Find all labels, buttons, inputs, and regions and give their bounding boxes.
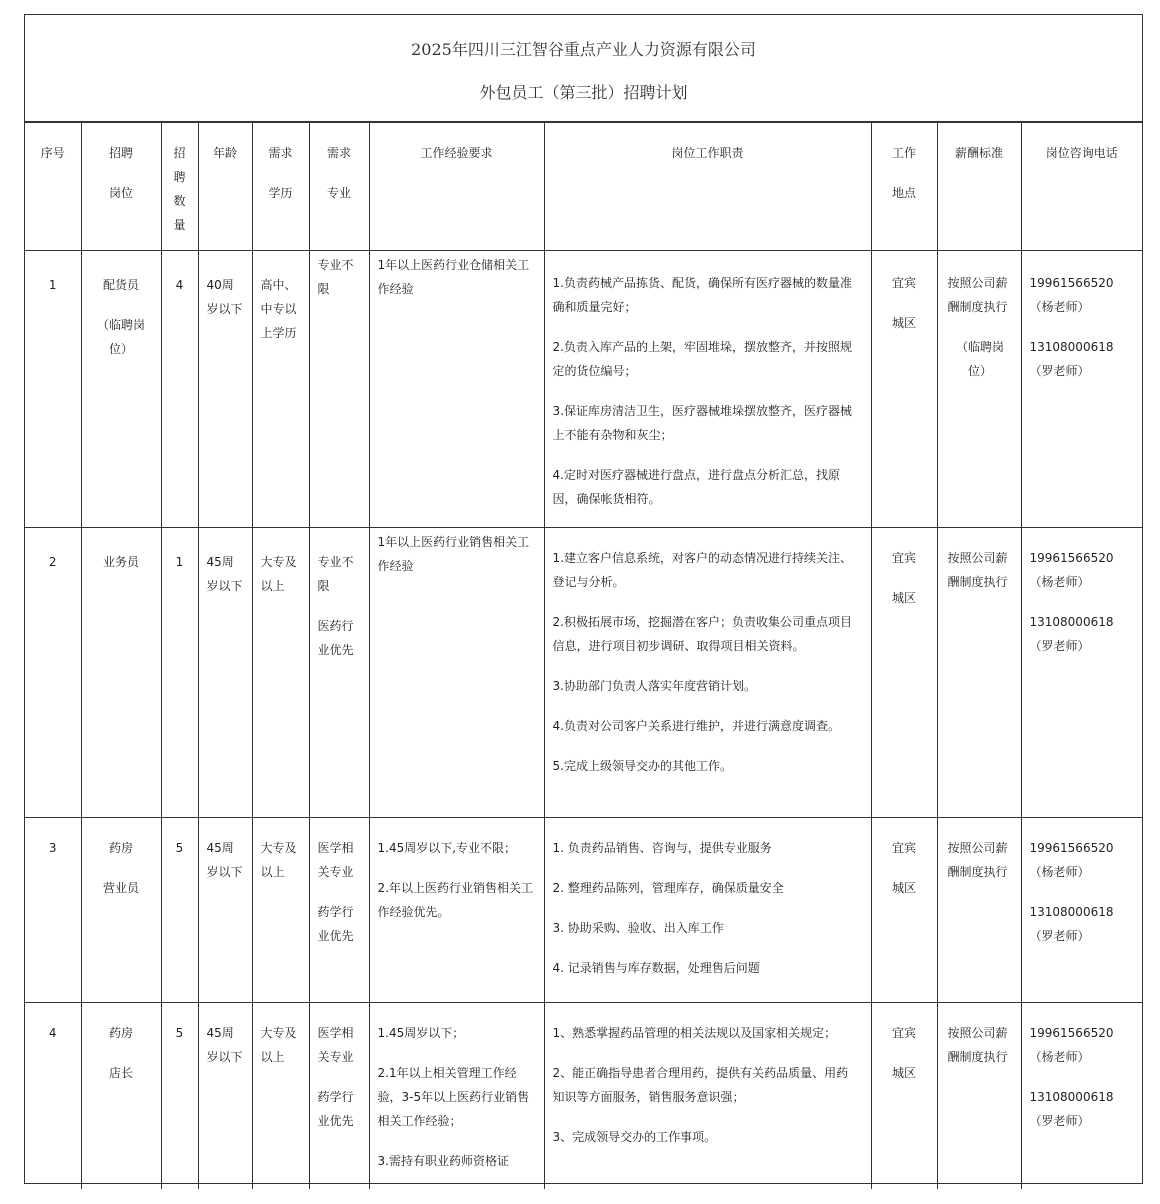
row-age: 45周岁以下 bbox=[198, 1003, 252, 1190]
row-salary bbox=[937, 528, 1021, 818]
row-salary bbox=[937, 251, 1021, 528]
duty-item: 3. 协助采购、验收、出入库工作 bbox=[552, 921, 724, 935]
header-count-text: 招聘数量 bbox=[173, 146, 186, 232]
header-count bbox=[161, 123, 198, 251]
row-phone bbox=[1021, 251, 1142, 528]
duty-item: 1.负责药械产品拣货、配货，确保所有医疗器械的数量准确和质量完好； bbox=[552, 276, 852, 314]
location-line: 城区 bbox=[891, 316, 916, 330]
table-row bbox=[25, 528, 1142, 818]
row-count: 4 bbox=[161, 251, 198, 528]
duty-item: 3.协助部门负责人落实年度营销计划。 bbox=[552, 679, 756, 693]
row-no: 3 bbox=[25, 818, 81, 1003]
row-salary bbox=[937, 818, 1021, 1003]
row-experience bbox=[369, 528, 544, 818]
table-row bbox=[25, 251, 1142, 528]
row-age: 45周岁以下 bbox=[198, 818, 252, 1003]
duty-item: 5.完成上级领导交办的其他工作。 bbox=[552, 759, 732, 773]
header-phone: 岗位咨询电话 bbox=[1021, 123, 1142, 251]
duty-item: 4. 记录销售与库存数据，处理售后问题 bbox=[552, 961, 760, 975]
row-major bbox=[309, 251, 369, 528]
duty-item: 3.保证库房清洁卫生，医疗器械堆垛摆放整齐，医疗器械上不能有杂物和灰尘； bbox=[552, 404, 852, 442]
row-major bbox=[309, 1003, 369, 1190]
header-age: 年龄 bbox=[198, 123, 252, 251]
location-line: 城区 bbox=[891, 591, 916, 605]
row-post bbox=[81, 1003, 161, 1190]
row-duties bbox=[544, 251, 871, 528]
row-age: 45周岁以下 bbox=[198, 528, 252, 818]
row-major bbox=[309, 818, 369, 1003]
major-line: 医药行业优先 bbox=[317, 619, 354, 657]
major-line: 药学行业优先 bbox=[317, 1090, 354, 1128]
row-age: 40周岁以下 bbox=[198, 251, 252, 528]
header-no: 序号 bbox=[25, 123, 81, 251]
header-post-line: 岗位 bbox=[108, 186, 133, 200]
location-line: 城区 bbox=[891, 881, 916, 895]
row-count: 1 bbox=[161, 528, 198, 818]
experience-line: 1.45周岁以下； bbox=[377, 1026, 465, 1040]
header-edu-line: 学历 bbox=[268, 186, 293, 200]
header-location-line: 地点 bbox=[891, 186, 916, 200]
row-no: 4 bbox=[25, 1003, 81, 1190]
post-line: （临聘岗位） bbox=[96, 318, 145, 356]
table-row bbox=[25, 1003, 1142, 1190]
experience-line: 3.需持有职业药师资格证 bbox=[377, 1154, 509, 1168]
experience-line: 1年以上医药行业销售相关工作经验 bbox=[377, 535, 530, 573]
location-line: 宜宾 bbox=[891, 276, 916, 290]
table-row bbox=[25, 818, 1142, 1003]
major-line: 医学相关专业 bbox=[317, 1026, 354, 1064]
experience-line: 2.1年以上相关管理工作经验，3-5年以上医药行业销售相关工作经验； bbox=[377, 1066, 530, 1128]
phone-line: 19961566520（杨老师） bbox=[1029, 1026, 1114, 1064]
location-line: 宜宾 bbox=[891, 551, 916, 565]
major-line: 医学相关专业 bbox=[317, 841, 354, 879]
row-phone bbox=[1021, 528, 1142, 818]
post-line: 配货员 bbox=[102, 278, 139, 292]
salary-line: 按照公司薪酬制度执行 bbox=[947, 841, 1008, 879]
experience-line: 1年以上医药行业仓储相关工作经验 bbox=[377, 258, 530, 296]
phone-line: 13108000618（罗老师） bbox=[1029, 340, 1114, 378]
row-duties bbox=[544, 1003, 871, 1190]
salary-line: 按照公司薪酬制度执行 bbox=[947, 1026, 1008, 1064]
phone-line: 13108000618（罗老师） bbox=[1029, 615, 1114, 653]
location-line: 城区 bbox=[891, 1066, 916, 1080]
post-line: 药房 bbox=[108, 1026, 133, 1040]
row-experience bbox=[369, 818, 544, 1003]
duty-item: 3、完成领导交办的工作事项。 bbox=[552, 1130, 717, 1144]
row-location bbox=[871, 1003, 937, 1190]
duty-item: 2、能正确指导患者合理用药，提供有关药品质量、用药知识等方面服务，销售服务意识强； bbox=[552, 1066, 849, 1104]
post-line: 药房 bbox=[108, 841, 133, 855]
salary-line: （临聘岗位） bbox=[955, 340, 1004, 378]
phone-line: 19961566520（杨老师） bbox=[1029, 276, 1114, 314]
row-experience bbox=[369, 251, 544, 528]
title-block bbox=[25, 15, 1142, 122]
duty-item: 1. 负责药品销售、咨询与，提供专业服务 bbox=[552, 841, 772, 855]
experience-line: 2.年以上医药行业销售相关工作经验优先。 bbox=[377, 881, 533, 919]
row-edu: 高中、中专以上学历 bbox=[252, 251, 309, 528]
recruitment-table bbox=[25, 122, 1142, 1189]
row-edu: 大专及以上 bbox=[252, 818, 309, 1003]
location-line: 宜宾 bbox=[891, 841, 916, 855]
row-count: 5 bbox=[161, 1003, 198, 1190]
experience-line: 1.45周岁以下,专业不限； bbox=[377, 841, 517, 855]
row-experience bbox=[369, 1003, 544, 1190]
duty-item: 4.负责对公司客户关系进行维护，并进行满意度调查。 bbox=[552, 719, 840, 733]
header-major bbox=[309, 123, 369, 251]
row-phone bbox=[1021, 818, 1142, 1003]
row-post bbox=[81, 251, 161, 528]
row-location bbox=[871, 818, 937, 1003]
recruitment-plan-table bbox=[24, 14, 1143, 1184]
duty-item: 2.负责入库产品的上架，牢固堆垛，摆放整齐，并按照规定的货位编号； bbox=[552, 340, 852, 378]
header-experience: 工作经验要求 bbox=[369, 123, 544, 251]
post-line: 店长 bbox=[108, 1066, 133, 1080]
document-subtitle: 外包员工（第三批）招聘计划 bbox=[479, 83, 688, 102]
post-line: 营业员 bbox=[102, 881, 139, 895]
row-count: 5 bbox=[161, 818, 198, 1003]
header-edu-line: 需求 bbox=[268, 146, 293, 160]
major-line: 专业不限 bbox=[317, 555, 354, 593]
major-line: 药学行业优先 bbox=[317, 905, 354, 943]
header-duties: 岗位工作职责 bbox=[544, 123, 871, 251]
phone-line: 13108000618（罗老师） bbox=[1029, 1090, 1114, 1128]
row-location bbox=[871, 528, 937, 818]
row-duties bbox=[544, 528, 871, 818]
header-major-line: 专业 bbox=[326, 186, 351, 200]
duty-item: 2. 整理药品陈列，管理库存，确保质量安全 bbox=[552, 881, 784, 895]
header-edu bbox=[252, 123, 309, 251]
duty-item: 2.积极拓展市场，挖掘潜在客户；负责收集公司重点项目信息，进行项目初步调研、取得项目相关资料。 bbox=[552, 615, 852, 653]
header-post-line: 招聘 bbox=[108, 146, 133, 160]
header-major-line: 需求 bbox=[326, 146, 351, 160]
document-title: 2025年四川三江智谷重点产业人力资源有限公司 bbox=[411, 40, 756, 59]
row-location bbox=[871, 251, 937, 528]
row-duties bbox=[544, 818, 871, 1003]
row-no: 1 bbox=[25, 251, 81, 528]
header-location bbox=[871, 123, 937, 251]
major-line: 专业不限 bbox=[317, 258, 354, 296]
row-phone bbox=[1021, 1003, 1142, 1190]
row-edu: 大专及以上 bbox=[252, 1003, 309, 1190]
phone-line: 13108000618（罗老师） bbox=[1029, 905, 1114, 943]
duty-item: 4.定时对医疗器械进行盘点，进行盘点分析汇总，找原因，确保帐货相符。 bbox=[552, 468, 840, 506]
header-post bbox=[81, 123, 161, 251]
row-post bbox=[81, 528, 161, 818]
salary-line: 按照公司薪酬制度执行 bbox=[947, 551, 1008, 589]
duty-item: 1.建立客户信息系统，对客户的动态情况进行持续关注、登记与分析。 bbox=[552, 551, 852, 589]
row-edu: 大专及以上 bbox=[252, 528, 309, 818]
row-salary bbox=[937, 1003, 1021, 1190]
header-location-line: 工作 bbox=[891, 146, 916, 160]
phone-line: 19961566520（杨老师） bbox=[1029, 841, 1114, 879]
salary-line: 按照公司薪酬制度执行 bbox=[947, 276, 1008, 314]
row-major bbox=[309, 528, 369, 818]
post-line: 业务员 bbox=[102, 555, 139, 569]
row-post bbox=[81, 818, 161, 1003]
phone-line: 19961566520（杨老师） bbox=[1029, 551, 1114, 589]
header-salary: 薪酬标准 bbox=[937, 123, 1021, 251]
table-header-row bbox=[25, 123, 1142, 251]
location-line: 宜宾 bbox=[891, 1026, 916, 1040]
row-no: 2 bbox=[25, 528, 81, 818]
duty-item: 1、熟悉掌握药品管理的相关法规以及国家相关规定； bbox=[552, 1026, 837, 1040]
